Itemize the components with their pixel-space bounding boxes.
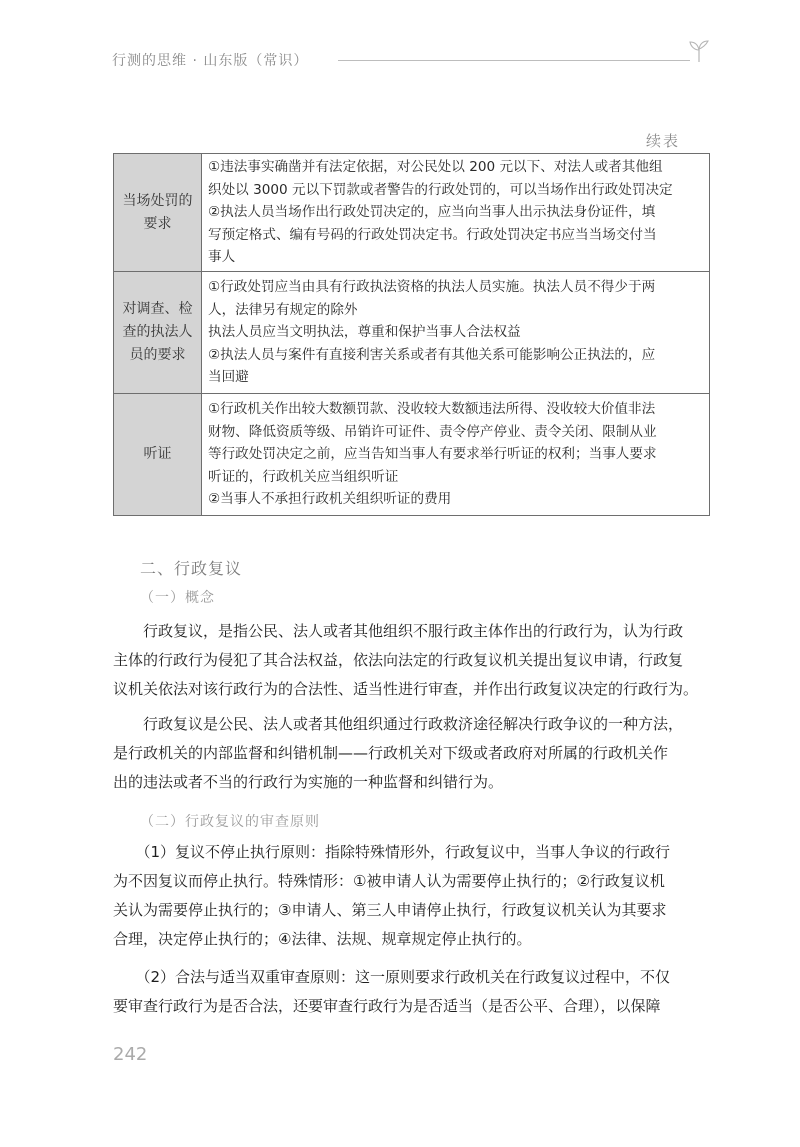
paragraph-line: 关认为需要停止执行的；③申请人、第三人申请停止执行，行政复议机关认为其要求 (113, 901, 667, 919)
paragraph-line: 主体的行政行为侵犯了其合法权益，依法向法定的行政复议机关提出复议申请，行政复 (113, 651, 684, 669)
leaf-sprout-icon (686, 38, 712, 64)
row-content (202, 272, 710, 394)
body-paragraph (113, 710, 713, 797)
content-line: 执法人员应当文明执法，尊重和保护当事人合法权益 (208, 324, 521, 341)
paragraph-line: 为不因复议而停止执行。特殊情形：①被申请人认为需要停止执行的；②行政复议机 (113, 872, 665, 890)
content-line: 织处以 3000 元以下罚款或者警告的行政处罚的，可以当场作出行政处罚决定 (208, 181, 673, 198)
content-line: ①行政处罚应当由具有行政执法资格的执法人员实施。执法人员不得少于两 (208, 279, 656, 296)
table-row (114, 272, 710, 394)
content-line: 听证的，行政机关应当组织听证 (208, 468, 399, 485)
body-paragraph (113, 838, 713, 954)
header-rule (338, 60, 690, 61)
paragraph-line: 出的违法或者不当的行政行为实施的一种监督和纠错行为。 (113, 773, 504, 791)
running-header (112, 50, 712, 74)
content-line: ②执法人员当场作出行政处罚决定的，应当向当事人出示执法身份证件，填 (208, 204, 656, 221)
section-heading: 二、行政复议 (140, 559, 243, 578)
row-heading: 听证 (114, 394, 202, 516)
content-line: ①违法事实确凿并有法定依据，对公民处以 200 元以下、对法人或者其他组 (208, 159, 663, 176)
content-line: ②执法人员与案件有直接利害关系或者有其他关系可能影响公正执法的，应 (208, 346, 656, 363)
page-number: 242 (113, 1044, 148, 1065)
content-line: 财物、降低资质等级、吊销许可证件、责令停产停业、责令关闭、限制从业 (208, 423, 657, 440)
subsection-heading: （一）概念 (140, 590, 215, 606)
content-line: 写预定格式、编有号码的行政处罚决定书。行政处罚决定书应当当场交付当 (208, 226, 657, 243)
row-heading: 对调查、检查的执法人员的要求 (114, 272, 202, 394)
row-heading: 当场处罚的要求 (114, 154, 202, 272)
paragraph-line: 是行政机关的内部监督和纠错机制——行政机关对下级或者政府对所属的行政机关作 (113, 744, 669, 762)
paragraph-line: 合理，决定停止执行的；④法律、法规、规章规定停止执行的。 (113, 930, 532, 948)
paragraph-line: 行政复议，是指公民、法人或者其他组织不服行政主体作出的行政行为，认为行政 (113, 622, 684, 640)
content-line: ②当事人不承担行政机关组织听证的费用 (208, 491, 452, 508)
body-paragraph (113, 963, 713, 1021)
paragraph-line: 要审查行政行为是否合法，还要审查行政行为是否适当（是否公平、合理），以保障 (113, 997, 661, 1015)
content-line: ①行政机关作出较大数额罚款、没收较大数额违法所得、没收较大价值非法 (208, 401, 656, 418)
row-content (202, 394, 710, 516)
content-line: 等行政处罚决定之前，应当告知当事人有要求举行听证的权利；当事人要求 (208, 446, 657, 463)
row-content (202, 154, 710, 272)
continued-table-label: 续表 (645, 132, 680, 150)
content-line: 当回避 (208, 369, 249, 386)
paragraph-line: （1）复议不停止执行原则：指除特殊情形外，行政复议中，当事人争议的行政行 (113, 843, 671, 861)
body-paragraph (113, 617, 713, 704)
book-title: 行测的思维 · 山东版（常识） (112, 53, 309, 69)
paragraph-line: 行政复议是公民、法人或者其他组织通过行政救济途径解决行政争议的一种方法， (113, 715, 684, 733)
content-line: 事人 (208, 249, 236, 266)
table-row (114, 394, 710, 516)
administrative-penalty-table (113, 153, 710, 516)
subsection-heading: （二）行政复议的审查原则 (140, 814, 320, 830)
table-row (114, 154, 710, 272)
paragraph-line: 议机关依法对该行政行为的合法性、适当性进行审查，并作出行政复议决定的行政行为。 (113, 680, 699, 698)
content-line: 人，法律另有规定的除外 (208, 301, 358, 318)
paragraph-line: （2）合法与适当双重审查原则：这一原则要求行政机关在行政复议过程中，不仅 (113, 968, 671, 986)
